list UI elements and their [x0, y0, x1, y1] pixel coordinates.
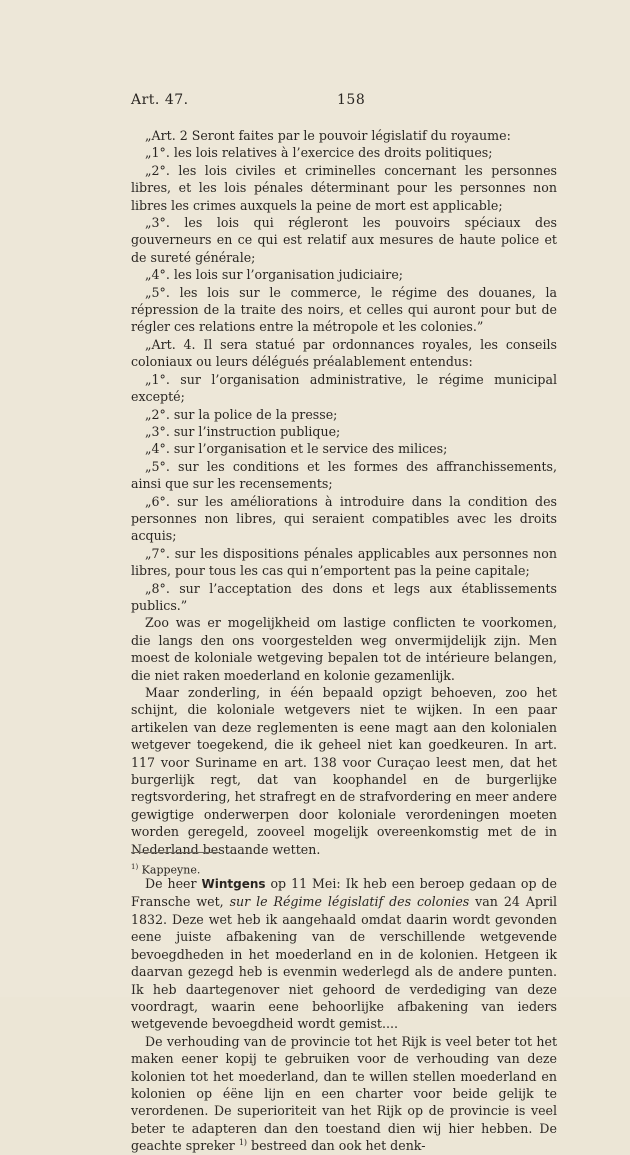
paragraph: „Art. 2 Seront faites par le pouvoir législatif du royaume: [145, 128, 511, 143]
footnote-divider [131, 852, 219, 853]
paragraph: „4°. les lois sur l’organisation judiciaire; [145, 267, 404, 283]
paragraph: „3°. sur l’instruction publique; [145, 423, 341, 439]
footnote-text: Kappeyne. [138, 863, 201, 877]
paragraph: „5°. les lois sur le commerce, le régime des douanes, la répression de la traite des noirs, et celles qui auront pour but de régler ces relations entre la métropole et les colonies.” [131, 284, 557, 335]
paragraph: „3°. les lois qui régleront les pouvoirs spéciaux des gouverneurs en ce qui est relatif aux mesures de haute police et de sureté générale; [131, 215, 557, 265]
paragraph: „8°. sur l’acceptation des dons et legs aux établissements publics.” [131, 580, 557, 613]
paragraph: „1°. sur l’organisation administrative, le régime municipal excepté; [131, 371, 557, 405]
speaker-name: Wintgens [201, 877, 266, 892]
paragraph: „4°. sur l’organisation et le service des milices; [145, 441, 448, 457]
paragraph: „5°. sur les conditions et les formes des affranchissements, ainsi que sur les recensements; [131, 458, 557, 492]
paragraph: „1°. les lois relatives à l’exercice des droits politiques; [145, 145, 493, 161]
main-text [131, 127, 557, 1155]
paragraph: Maar zonderling, in één bepaald opzigt behoeven, zoo het schijnt, die koloniale wetgevers niet te wijken. In een paar artikelen van deze reglementen is eene magt aan den kolonialen wetgever toegekend, die ik geheel niet kan goedkeuren. In art. 117 voor Suriname en art. 138 voor Curaçao leest men, dat het burgerlijk regt, dat van koophandel en de burgerlijke regtsvordering, het strafregt en de strafvordering en meer andere gewigtige onderwerpen door koloniale verordeningen moeten worden geregeld, zooveel mogelijk overeenkomstig met de in Nederland bestaande wetten. [131, 685, 557, 857]
page-number: 158 [337, 92, 366, 108]
footnote [131, 860, 200, 878]
paragraph: „Art. 4. Il sera statué par ordonnances royales, les conseils coloniaux ou leurs délégués préalablement entendus: [131, 336, 557, 370]
law-title: sur le Régime législatif des colonies [229, 894, 470, 910]
article-heading: Art. 47. [131, 92, 189, 108]
footnote-reference[interactable]: 1) [238, 1137, 248, 1147]
paragraph: „2°. sur la police de la presse; [145, 406, 338, 422]
paragraph: „2°. les lois civiles et criminelles concernant les personnes libres, et les lois pénales déterminant pour les personnes non libres les crimes auxquels la peine de mort est applicable; [131, 162, 557, 213]
paragraph: „6°. sur les améliorations à introduire dans la condition des personnes non libres, qui seraient compatibles avec les droits acquis; [131, 493, 557, 544]
paragraph: Zoo was er mogelijkheid om lastige conflicten te voorkomen, die langs den ons voorgestelden weg onvermijdelijk zijn. Men moest de koloniale wetgeving bepalen tot de intérieure belangen, die niet raken moederland en kolonie gezamenlijk. [131, 615, 557, 683]
running-header [131, 92, 557, 112]
paragraph: „7°. sur les dispositions pénales applicables aux personnes non libres, pour tous les cas qui n’emportent pas la peine capitale; [131, 545, 557, 579]
paragraph-wintgens: De heer Wintgens op 11 Mei: Ik heb een beroep gedaan op de Fransche wet, sur le Régime législatif des colonies van 24 April 1832. Deze wet heb ik aangehaald omdat daarin wordt gevonden eene juiste afbakening van de verschillende wetgevende bevoegdheden in het moederland en in de kolonien. Hetgeen ik daarvan gezegd heb is evenmin wederlegd als de andere punten. Ik heb daartegenover niet gehoord de verdediging van deze voordragt, waarin eene behoorlijke afbakening van ieders wetgevende bevoegdheid wordt gemist.... [131, 876, 558, 1032]
footnote-mark: 1) [131, 863, 139, 871]
paragraph-last: De verhouding van de provincie tot het Rijk is veel beter tot het maken eener kopij te gebruiken voor de verhouding van deze kolonien tot het moederland, dan te willen stellen moederland en kolonien op éëne lijn en een charter voor beide gelijk te verordenen. De superioriteit van het Rijk op de provincie is veel beter te adapteren dan den toestand dien wij hier hebben. De geachte spreker $^{1)}$ bestreed dan ook het denk- [131, 1033, 557, 1154]
